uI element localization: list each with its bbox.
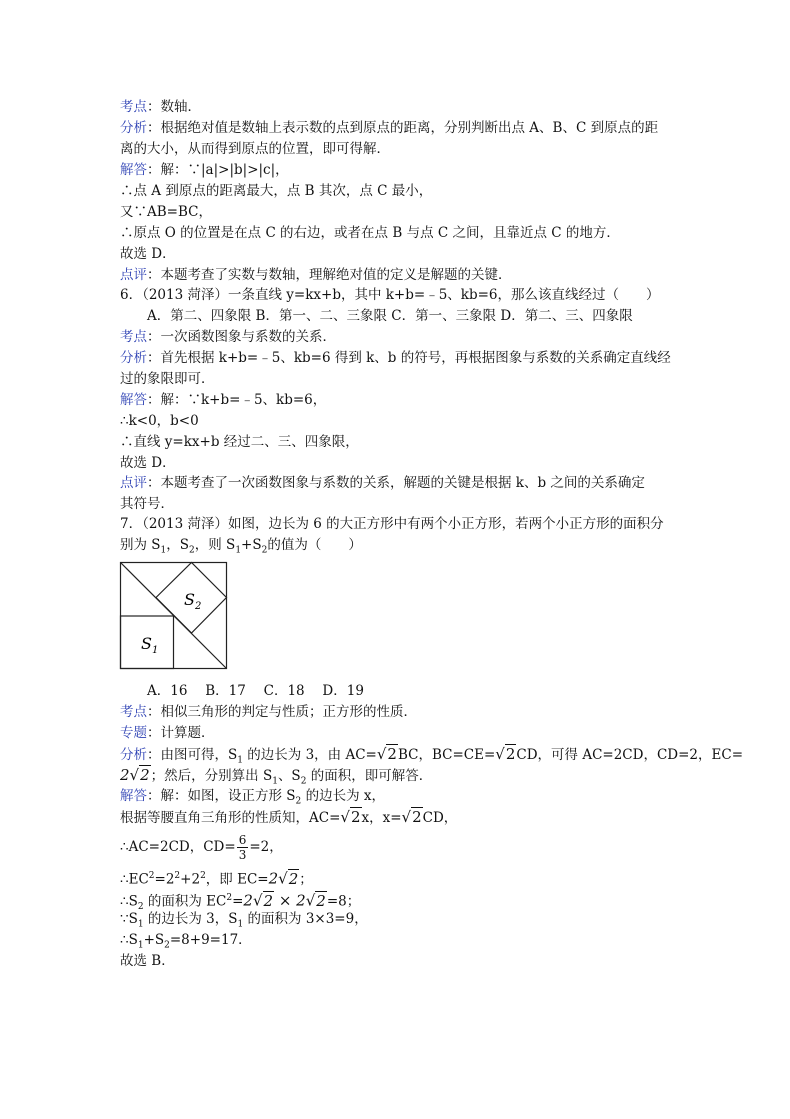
label-s1: $S_1$: [141, 634, 159, 656]
jieda-label: 解答: [120, 788, 147, 804]
q7-step5-b: 的边长为 3，S: [143, 911, 238, 927]
label-s2: $S_2$: [184, 590, 202, 612]
q5-fenxi-line-1: [120, 118, 658, 138]
q7-step3-b: =2: [154, 871, 175, 888]
q7-step-3: $\therefore EC^2=2^2+2^2$，即 EC=2√2；: [120, 869, 313, 888]
q7-fenxi-1d: CD，可得 AC=2CD，CD=2，EC=: [516, 747, 744, 763]
q5-step-1: ∴点 A 到原点的距离最大，点 B 其次，点 C 最小，: [120, 183, 433, 199]
sqrt-2: √2: [340, 808, 361, 826]
q6-step-1: ∴k<0，b<0: [120, 413, 199, 429]
sub-1: 1: [237, 755, 243, 766]
sub-1: 1: [237, 919, 244, 930]
q7-step3-d: ，即 EC=: [205, 871, 269, 888]
sup-2: 2: [148, 871, 155, 881]
q7-zhuanti-line: [120, 723, 215, 743]
kaodian-label: 考点: [120, 99, 147, 115]
q5-kaodian-line: [120, 97, 201, 117]
q7-stem-2d: +S: [241, 537, 262, 553]
jieda-label: 解答: [120, 162, 147, 178]
q7-fenxi-1c: BC，BC=CE=: [397, 747, 496, 763]
q7-fenxi-2c: 的面积，即可解答．: [306, 768, 433, 784]
squares-figure: [119, 561, 229, 671]
fenxi-label: 分析: [120, 350, 147, 366]
fraction-six-thirds: [237, 833, 249, 862]
jieda-label: 解答: [120, 392, 147, 408]
q7-step-2: [120, 832, 283, 862]
q7-kaodian-text: ：相似三角形的判定与性质；正方形的性质．: [147, 704, 417, 720]
q5-fenxi-text-1: ：根据绝对值是数轴上表示数的点到原点的距离，分别判断出点 A、B、C 到原点的距: [147, 120, 659, 136]
q6-fenxi-line-1: [120, 348, 671, 368]
kaodian-label: 考点: [120, 329, 147, 345]
q6-options: A．第二、四象限 B．第一、二、三象限 C．第一、三象限 D．第二、三、四象限: [147, 308, 633, 324]
sub-1: 1: [137, 919, 144, 930]
q7-jieda-b: 的边长为 x，: [301, 788, 385, 804]
q6-kaodian-line: [120, 327, 336, 347]
q7-stem-line-2: [120, 535, 362, 561]
sup-2: 2: [226, 893, 233, 903]
q7-step4-c: =: [232, 893, 244, 910]
two-root-two: 2√2: [268, 869, 299, 888]
sqrt-2: √2: [401, 808, 422, 826]
sub-2: 2: [164, 940, 170, 951]
q7-fenxi-2b: 、S: [277, 768, 301, 784]
sub-2: 2: [295, 796, 302, 807]
sub-1: 1: [137, 940, 144, 951]
fraction-denominator: 3: [238, 848, 247, 862]
q7-kaodian-line: [120, 702, 417, 722]
sub-2: 2: [300, 776, 307, 787]
q7-step5-c: 的面积为 3×3=9，: [243, 911, 368, 927]
q7-stem-2e: 的值为（ ）: [267, 537, 362, 553]
q7-zhuanti-text: ：计算题．: [147, 725, 215, 741]
q7-step2-b: =2，: [249, 839, 283, 855]
q7-stem-2c: ，则 S: [194, 537, 236, 553]
fenxi-label: 分析: [120, 747, 147, 763]
q7-stem-sub-3: 1: [235, 545, 242, 556]
q5-step-3: ∴原点 O 的位置是在点 C 的右边，或者在点 B 与点 C 之间，且靠近点 C 的地方．: [120, 225, 620, 241]
q7-jieda-a: ：解：如图，设正方形 S: [147, 788, 296, 804]
q7-step4-d: =8；: [326, 893, 361, 910]
sup-2: 2: [200, 871, 206, 881]
q7-step3-c: +2: [180, 871, 201, 888]
zhuanti-label: 专题: [120, 725, 147, 741]
fenxi-label: 分析: [120, 120, 147, 136]
q7-step4-b: 的面积为 EC: [143, 893, 227, 910]
q7-step-1: [120, 807, 457, 828]
q7-fenxi-2a: ；然后，分别算出 S: [150, 768, 273, 784]
q6-step-2: ∴直线 y=kx+b 经过二、三、四象限，: [120, 434, 359, 450]
q5-jieda-text: ：解：∵|a|>|b|>|c|，: [147, 162, 289, 178]
sqrt-2: √2: [495, 745, 516, 763]
q7-stem-2a: 别为 S: [120, 537, 161, 553]
q7-step3-a: ∴EC: [120, 871, 149, 888]
q7-stem-sub-4: 2: [261, 545, 268, 556]
q7-answer: 故选 B．: [120, 953, 175, 969]
q6-jieda-line: [120, 390, 326, 410]
q7-step4-a: ∴S: [120, 893, 138, 910]
dianping-label: 点评: [120, 267, 147, 283]
q7-stem-sub-1: 1: [160, 545, 167, 556]
q5-jieda-line: [120, 160, 289, 180]
q7-stem-2b: ，S: [166, 537, 190, 553]
q7-step1-c: CD，: [422, 810, 458, 826]
q5-answer: 故选 D．: [120, 246, 176, 262]
q6-fenxi-text-1: ：首先根据 k+b=﹣5、kb=6 得到 k、b 的符号，再根据图象与系数的关系确定直线经: [147, 350, 671, 366]
two-root-two: 2√2: [120, 766, 150, 784]
q5-kaodian-text: ：数轴．: [147, 99, 201, 115]
q6-dianping-line-2: 其符号．: [120, 496, 174, 512]
q7-options: A．16 B．17 C．18 D．19: [147, 683, 364, 699]
dianping-label: 点评: [120, 475, 147, 491]
q6-dianping-text-1: ：本题考查了一次函数图象与系数的关系，解题的关键是根据 k、b 之间的关系确定: [147, 475, 645, 491]
q6-dianping-line-1: [120, 473, 645, 493]
q7-step6-a: ∴S: [120, 932, 138, 948]
sub-1: 1: [272, 776, 278, 787]
q7-step1-a: 根据等腰直角三角形的性质知，AC=: [120, 810, 341, 826]
q5-dianping-line: [120, 265, 512, 285]
sqrt-2: √2: [376, 745, 397, 763]
q7-stem-line-1: 7．（2013 菏泽）如图，边长为 6 的大正方形中有两个小正方形，若两个小正方形的面积分: [120, 516, 664, 532]
q6-jieda-text: ：解：∵k+b=﹣5、kb=6，: [147, 392, 327, 408]
q5-fenxi-line-2: 离的大小，从而得到原点的位置，即可得解．: [120, 141, 390, 157]
sub-2: 2: [137, 902, 144, 913]
q5-dianping-text: ：本题考查了实数与数轴，理解绝对值的定义是解题的关键．: [147, 267, 512, 283]
q6-stem: 6．（2013 菏泽）一条直线 y=kx+b，其中 k+b=﹣5、kb=6，那么该直线经过（ ）: [120, 287, 660, 303]
q6-fenxi-line-2: 过的象限即可．: [120, 371, 215, 387]
q7-fenxi-1b: 的边长为 3，由 AC=: [242, 747, 377, 763]
q7-stem-sub-2: 2: [189, 545, 195, 556]
q7-step6-c: =8+9=17．: [169, 932, 252, 948]
q7-fenxi-1a: ：由图可得，S: [147, 747, 238, 763]
product-expression: 2√2 × 2√2: [243, 891, 326, 910]
q7-step2-a: ∴AC=2CD，CD=: [120, 839, 236, 855]
q6-kaodian-text: ：一次函数图象与系数的关系．: [147, 329, 336, 345]
q7-step1-b: x，x=: [361, 810, 402, 826]
fraction-numerator: 6: [238, 833, 247, 847]
q7-step6-b: +S: [143, 932, 165, 948]
q6-answer: 故选 D．: [120, 455, 176, 471]
q5-step-2: 又∵AB=BC，: [120, 204, 212, 220]
q7-step5-a: ∵S: [120, 911, 138, 927]
sup-2: 2: [174, 871, 181, 881]
kaodian-label: 考点: [120, 704, 147, 720]
